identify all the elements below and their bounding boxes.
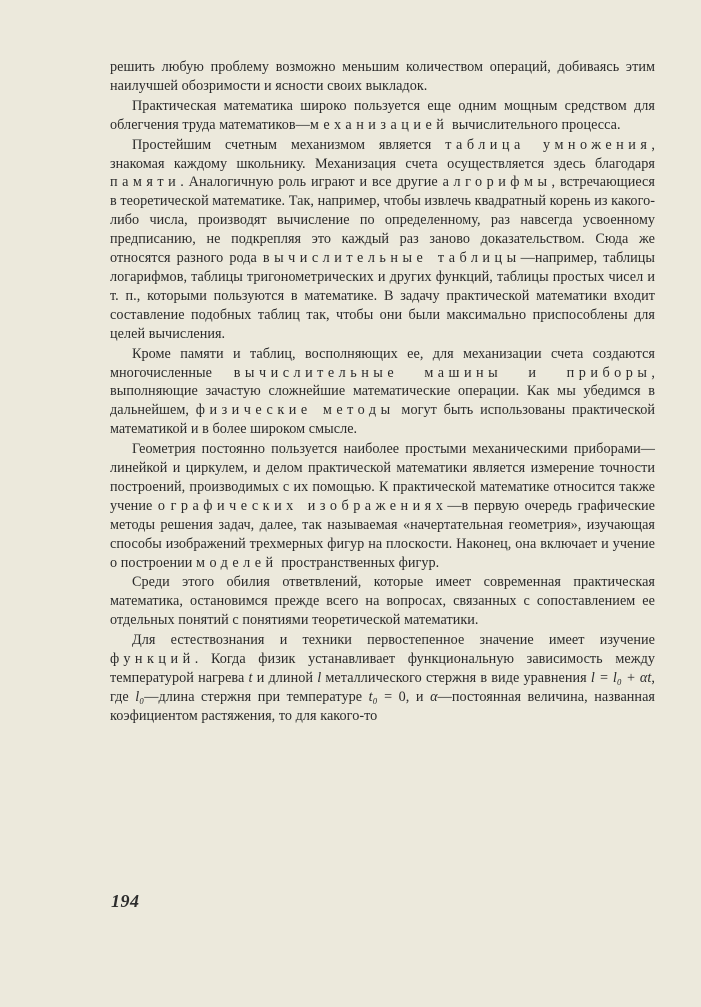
text-run: вычислительного процесса. [448, 116, 621, 133]
text-run: могут быть использованы практической математикой и в более широком смысле. [110, 402, 655, 438]
text-run: . Аналогичную роль играют и все другие [180, 174, 443, 191]
emphasized-term: функций [110, 651, 195, 668]
text-run: = 0, и [377, 688, 431, 705]
text-run: , знакомая каждому школьнику. Механизация счета осуществляется здесь благодаря [110, 136, 655, 172]
text-run: Простейшим счетным механизмом является [132, 136, 446, 153]
text-run: , выполняющие зачастую сложнейшие математические операции. Как мы убедимся в дальнейшем, [110, 364, 655, 419]
paragraph [110, 573, 655, 630]
math-expression: α [430, 688, 438, 705]
text-run: Кроме памяти и таблиц, восполняющих ее, для механизации счета создаются многочисленные [110, 345, 655, 381]
text-run: пространственных фигур. [277, 554, 440, 571]
emphasized-term: вычислительные таблицы [262, 250, 521, 267]
emphasized-term: алгорифмы [442, 174, 552, 191]
text-run: —постоянная величина, названная коэфициентом растяжения, то для какого-то [110, 688, 655, 724]
emphasized-term: памяти [110, 174, 181, 191]
text-run: , встречающиеся в теоретической математике. Так, например, чтобы извлечь квадратный корень из какого-либо числа, производят вычисление по определенному, раз навсегда усвоенному предписанию, не подкрепляя это каждый раз заново доказательством. Сюда же относятся разного рода [110, 174, 656, 267]
text-run: Для естествознания и техники первостепенное значение имеет изучение [132, 632, 655, 649]
text-run: , где [110, 670, 655, 705]
page-number: 194 [111, 891, 140, 911]
emphasized-term: механизацией [309, 116, 449, 133]
math-expression: l = l₀ + αt [590, 670, 652, 686]
text-run: металлического стержня в виде уравнения [321, 670, 591, 686]
emphasized-term: физические методы [195, 402, 395, 419]
emphasized-term: моделей [195, 554, 278, 571]
emphasized-term: вычислительные машины и приборы [233, 364, 652, 381]
paragraph [110, 631, 655, 726]
emphasized-term: графических изображениях [170, 497, 448, 514]
text-run: . Когда физик устанавливает функциональную зависимость между температурой нагрева [110, 651, 655, 686]
paragraph [110, 58, 655, 96]
text-run: Среди этого обилия ответвлений, которые имеет современная практическая математика, остановимся прежде всего на вопросах, связанных с сопоставлением ее отдельных понятий с понятиями теоретической математики. [110, 574, 655, 629]
text-run: решить любую проблему возможно меньшим количеством операций, добиваясь этим наилучшей обозримости и ясности своих выкладок. [110, 59, 655, 94]
paragraph [110, 345, 655, 440]
paragraph [110, 136, 655, 344]
math-expression: l [317, 670, 322, 686]
math-expression: t₀ [368, 688, 378, 705]
page-body [110, 58, 655, 726]
math-expression: t [248, 670, 253, 686]
text-run: и длиной [252, 670, 318, 686]
text-run: —например, таблицы логарифмов, таблицы тригонометрических и других функций, таблицы простых чисел и т. п., которыми пользуются в математике. В задачу практической математики входит составление подобных таблиц так, чтобы они были максимально приспособлены для целей вычисления. [110, 250, 655, 342]
emphasized-term: таблица умножения [445, 136, 652, 153]
math-expression: l₀ [135, 688, 145, 705]
paragraph [110, 97, 655, 135]
text-run: —длина стержня при температуре [144, 688, 369, 705]
text-run: Геометрия постоянно пользуется наиболее простыми механическими приборами—линейкой и циркулем, и делом практической математики является измерение точности построений, производимых с их помощью. К практической математике относится также учение о [110, 441, 655, 514]
paragraph [110, 440, 655, 572]
text-run: —в первую очередь графические методы решения задач, далее, так называемая «начертательная геометрия», изучающая способы изображений трехмерных фигур на плоскости. Наконец, она включает и учение о построении [110, 497, 655, 571]
text-run: Практическая математика широко пользуется еще одним мощным средством для облегчения труда математиков— [110, 97, 655, 133]
